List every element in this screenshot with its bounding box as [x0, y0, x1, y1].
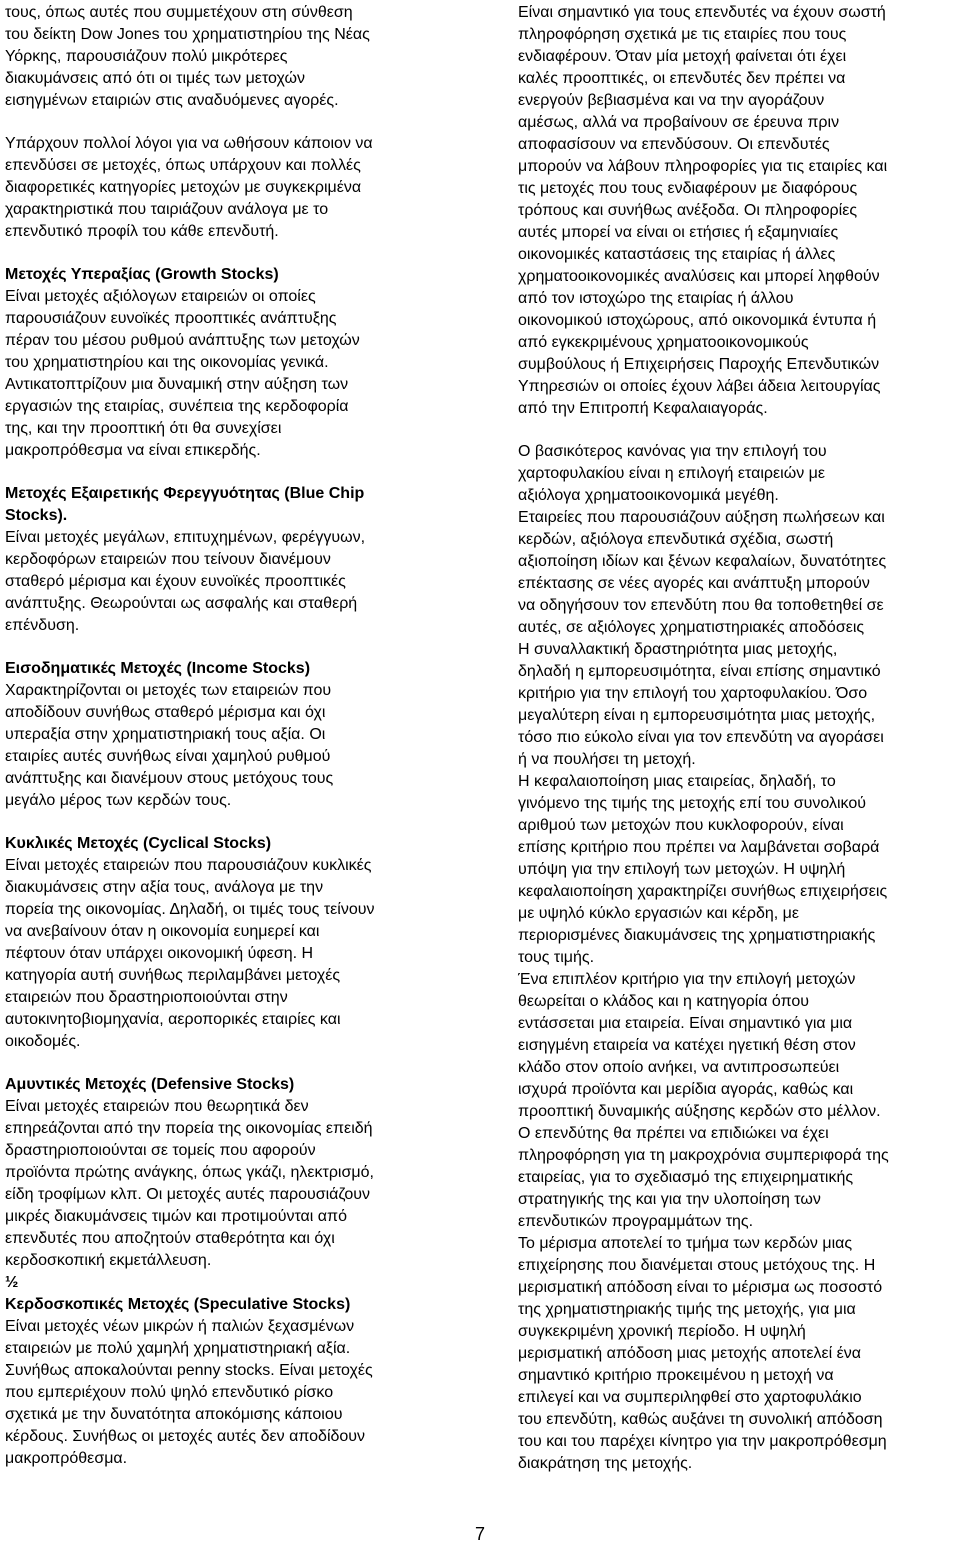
income-heading: Εισοδηματικές Μετοχές (Income Stocks): [5, 660, 311, 677]
spacer: [5, 812, 460, 833]
defensive-paragraph: Είναι μετοχές εταιρειών που θεωρητικά δεν επηρεάζονται από την πορεία της οικονομίας επειδή δραστηριοποιούνται σε τομείς που αφορούν προϊόντα πρώτης ανάγκης, όπως γκάζι, ηλεκτρισμό, είδη τροφίμων κλπ. Οι μετοχές αυτές παρουσιάζουν μικρές διακυμάνσεις τιμών και προτιμούνται από επενδυτές που αποζητούν σταθερότητα και όχι κερδοσκοπική εκμετάλλευση.: [5, 1098, 374, 1269]
cyclical-heading: Κυκλικές Μετοχές (Cyclical Stocks): [5, 835, 272, 852]
page-number: 7: [474, 1524, 485, 1544]
information-paragraph: Είναι σημαντικό για τους επενδυτές να έχουν σωστή πληροφόρηση σχετικά με τις εταιρίες που τους ενδιαφέρουν. Όταν μία μετοχή φαίνεται ότι έχει καλές προοπτικές, οι επενδυτές δεν πρέπει να ενεργούν βεβιασμένα και να την αγοράζουν αμέσως, αλλά να προβαίνουν σε έρευνα πριν αποφασίσουν να επενδύσουν. Οι επενδυτές μπορούν να λάβουν πληροφορίες για τις εταιρίες και τις μετοχές που τους ενδιαφέρουν με διαφόρους τρόπους και συνήθως ανέξοδα. Οι πληροφορίες αυτές μπορεί να είναι οι ετήσιες ή εξαμηνιαίες οικονομικές καταστάσεις της εταιρίας ή άλλες χρηματοοικονομικές αναλύσεις και μπορεί ληφθούν από τον ιστοχώρο της εταιρίας ή άλλου οικονομικού ιστοχώρους, από οικονομικά έντυπα ή από εγκεκριμένους χρηματοοικονομικούς συμβούλους ή Επιχειρήσεις Παροχής Επενδυτικών Υπηρεσιών οι οποίες έχουν λάβει άδεια λειτουργίας από την Επιτροπή Κεφαλαιαγοράς.: [518, 4, 888, 417]
growth-heading: Μετοχές Υπεραξίας (Growth Stocks): [5, 266, 279, 283]
right-column: [518, 2, 958, 1475]
spacer: [518, 420, 958, 441]
income-paragraph: Χαρακτηρίζονται οι μετοχές των εταιρειών που αποδίδουν συνήθως σταθερό μέρισμα και όχι υπεραξία στην χρηματιστηριακή τους αξία. Οι εταιρίες αυτές συνήθως είναι χαμηλού ρυθμού ανάπτυξης και διανέμουν στους μετόχους τους μεγάλο μέρος των κερδών τους.: [5, 682, 334, 809]
spacer: [5, 462, 460, 483]
speculative-paragraph: Είναι μετοχές νέων μικρών ή παλιών ξεχασμένων εταιρειών με πολύ χαμηλή χρηματιστηριακή αξία. Συνήθως αποκαλούνται penny stocks. Είναι μετοχές που εμπεριέχουν πολύ ψηλό επενδυτικό ρίσκο σχετικά με την δυνατότητα αποκόμισης κάποιου κέρδους. Συνήθως οι μετοχές αυτές δεν αποδίδουν μακροπρόθεσμα.: [5, 1318, 373, 1467]
half-mark: ½: [5, 1274, 19, 1291]
cyclical-paragraph: Είναι μετοχές εταιρειών που παρουσιάζουν κυκλικές διακυμάνσεις στην αξία τους, ανάλογα με την πορεία της οικονομίας. Δηλαδή, οι τιμές τους τείνουν να ανεβαίνουν όταν η οικονομία ευημερεί και πέφτουν όταν υπάρχει οικονομική ύφεση. Η κατηγορία αυτή συνήθως περιλαμβάνει μετοχές εταιρειών που δραστηριοποιούνται στην αυτοκινητοβιομηχανία, αεροπορικές εταιρίες και οικοδομές.: [5, 857, 375, 1050]
intro-paragraph: τους, όπως αυτές που συμμετέχουν στη σύνθεση του δείκτη Dow Jones του χρηματιστηρίου της Νέας Υόρκης, παρουσιάζουν πολύ μικρότερες διακυμάνσεις από ότι οι τιμές των μετοχών εισηγμένων εταιριών στις αναδυόμενες αγορές.: [5, 4, 370, 109]
left-column: [5, 2, 460, 1470]
spacer: [5, 637, 460, 658]
selection-criteria-paragraph: Ο βασικότερος κανόνας για την επιλογή του χαρτοφυλακίου είναι η επιλογή εταιρειών με αξιόλογα χρηματοοικονομικά μεγέθη. Εταιρείες που παρουσιάζουν αύξηση πωλήσεων και κερδών, αξιόλογα επενδυτικά σχέδια, σωστή αξιοποίηση ιδίων και ξένων κεφαλαίων, δυνατότητες επέκτασης σε νέες αγορές και ανάπτυξη μπορούν να οδηγήσουν τον επενδύτη που θα τοποθετηθεί σε αυτές, σε αξιόλογες χρηματιστηριακές αποδόσεις Η συναλλακτική δραστηριότητα μιας μετοχής, δηλαδή η εμπορευσιμότητα, είναι επίσης σημαντικό κριτήριο για την επιλογή του χαρτοφυλακίου. Όσο μεγαλύτερη είναι η εμπορευσιμότητα μιας μετοχής, τόσο πιο εύκολο είναι για τον επενδύτη να αγοράσει ή να πουλήσει τη μετοχή. Η κεφαλαιοποίηση μιας εταιρείας, δηλαδή, το γινόμενο της τιμής της μετοχής επί του συνολικού αριθμού των μετοχών που κυκλοφορούν, είναι επίσης κριτήριο που πρέπει να λαμβάνεται σοβαρά υπόψη για την επιλογή των μετοχών. Η υψηλή κεφαλαιοποίηση χαρακτηρίζει συνήθως επιχειρήσεις με υψηλό κύκλο εργασιών και κέρδη, με περιορισμένες διακυμάνσεις της χρηματιστηριακής τους τιμής. Ένα επιπλέον κριτήριο για την επιλογή μετοχών θεωρείται ο κλάδος και η κατηγορία όπου εντάσσεται μια εταιρεία. Είναι σημαντικό για μια εισηγμένη εταιρεία να κατέχει ηγετική θέση στον κλάδο στον οποίο ανήκει, να αντιπροσωπεύει ισχυρά προϊόντα και μερίδια αγοράς, καθώς και προοπτική δυναμικής αύξησης κερδών στο μέλλον. Ο επενδύτης θα πρέπει να επιδιώκει να έχει πληροφόρηση για τη μακροχρόνια συμπεριφορά της εταιρείας, για το σχεδιασμό της επιχειρηματικής στρατηγικής της και για την υλοποίηση των επενδυτικών προγραμμάτων της. Το μέρισμα αποτελεί το τμήμα των κερδών μιας επιχείρησης που διανέμεται στους μετόχους της. Η μερισματική απόδοση είναι το μέρισμα ως ποσοστό της χρηματιστηριακής τιμής της μετοχής, για μια συγκεκριμένη χρονική περίοδο. Η υψηλή μερισματική απόδοση μιας μετοχής αποτελεί ένα σημαντικό κριτήριο προκειμένου η μετοχή να επιλεγεί και να συμπεριληφθεί στο χαρτοφυλάκιο του επενδύτη, καθώς αυξάνει τη συνολική απόδοση του και του παρέχει κίνητρο για την μακροπρόθεσμη διακράτηση της μετοχής.: [518, 443, 889, 1472]
reasons-paragraph: Υπάρχουν πολλοί λόγοι για να ωθήσουν κάποιον να επενδύσει σε μετοχές, όπως υπάρχουν και πολλές διαφορετικές κατηγορίες μετοχών με συγκεκριμένα χαρακτηριστικά που ταιριάζουν ανάλογα με το επενδυτικό προφίλ του κάθε επενδυτή.: [5, 135, 373, 240]
speculative-heading: Κερδοσκοπικές Μετοχές (Speculative Stocks): [5, 1296, 351, 1313]
spacer: [5, 1053, 460, 1074]
growth-paragraph: Είναι μετοχές αξιόλογων εταιρειών οι οποίες παρουσιάζουν ευνοϊκές προοπτικές ανάπτυξης πέραν του μέσου ρυθμού ανάπτυξης των μετοχών του χρηματιστηρίου και της οικονομίας γενικά. Αντικατοπτρίζουν μια δυναμική στην αύξηση των εργασιών της εταιρίας, συνέπεια της κερδοφορία της, και την προοπτική ότι θα συνεχίσει μακροπρόθεσμα να είναι επικερδής.: [5, 288, 360, 459]
defensive-heading: Αμυντικές Μετοχές (Defensive Stocks): [5, 1076, 295, 1093]
spacer: [5, 112, 460, 133]
spacer: [5, 243, 460, 264]
blue-chip-paragraph: Είναι μετοχές μεγάλων, επιτυχημένων, φερέγγυων, κερδοφόρων εταιρειών που τείνουν διανέμουν σταθερό μέρισμα και έχουν ευνοϊκές προοπτικές ανάπτυξης. Θεωρούνται ως ασφαλής και σταθερή επένδυση.: [5, 529, 366, 634]
blue-chip-heading: Μετοχές Εξαιρετικής Φερεγγυότητας (Blue Chip Stocks).: [5, 485, 365, 524]
